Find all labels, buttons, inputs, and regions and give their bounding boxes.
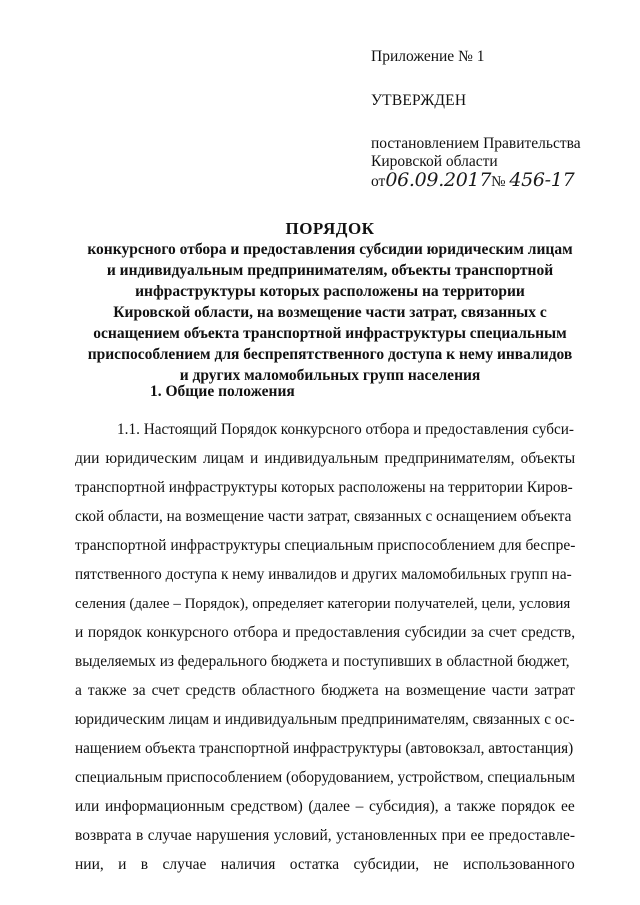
section-heading: 1. Общие положения — [150, 383, 295, 400]
title-line: оснащением объекта транспортной инфраструктуры специальным — [93, 325, 567, 342]
title-line: и индивидуальным предпринимателям, объекты транспортной — [106, 262, 554, 279]
body-line: специальным приспособлением (оборудованием, устройством, специальным — [75, 769, 575, 786]
number-sign: № — [491, 174, 506, 190]
body-line: транспортной инфраструктуры которых расположены на территории Киров- — [75, 479, 573, 496]
body-line: ской области, на возмещение части затрат, связанных с оснащением объекта — [75, 508, 572, 525]
handwritten-date: 06.09.2017 — [385, 169, 492, 191]
body-line: нии, и в случае наличия остатка субсидии, не использованного — [75, 856, 575, 873]
title-heading: ПОРЯДОК — [285, 219, 375, 238]
body-line: юридическим лицам и индивидуальным предпринимателям, связанных с ос- — [75, 711, 575, 728]
body-line: 1.1. Настоящий Порядок конкурсного отбора и предоставления субси- — [117, 421, 574, 438]
body-line: а также за счет средств областного бюджета на возмещение части затрат — [75, 682, 575, 699]
body-line: транспортной инфраструктуры специальным приспособлением для беспре- — [75, 537, 576, 554]
body-line: и порядок конкурсного отбора и предоставления субсидии за счет средств, — [75, 624, 576, 641]
title-line: приспособлением для беспрепятственного доступа к нему инвалидов — [87, 346, 573, 363]
date-prefix: от — [371, 173, 386, 190]
body-line: селения (далее – Порядок), определяет категории получателей, цели, условия — [75, 596, 571, 612]
title-line: Кировской области, на возмещение части затрат, связанных с — [113, 304, 547, 321]
body-line: выделяемых из федерального бюджета и поступивших в областной бюджет, — [75, 653, 570, 670]
body-line: возврата в случае нарушения условий, установленных при ее предоставле- — [75, 827, 576, 844]
decree-line-2: Кировской области — [371, 153, 498, 170]
title-line: инфраструктуры которых расположены на территории — [135, 283, 525, 300]
approved-label: УТВЕРЖДЕН — [371, 92, 467, 109]
body-line: пятственного доступа к нему инвалидов и других маломобильных групп на- — [75, 566, 572, 583]
handwritten-number: 456-17 — [509, 169, 575, 191]
title-line: конкурсного отбора и предоставления субсидии юридическим лицам — [87, 241, 573, 258]
title-line: и других маломобильных групп населения — [179, 367, 481, 384]
body-line: или информационным средством) (далее – субсидия), а также порядок ее — [75, 798, 575, 815]
body-line: нащением объекта транспортной инфраструктуры (автовокзал, автостанция) — [75, 740, 574, 757]
decree-line-1: постановлением Правительства — [371, 135, 581, 152]
appendix-label: Приложение № 1 — [371, 48, 485, 65]
body-line: дии юридическим лицам и индивидуальным предпринимателям, объекты — [75, 450, 576, 467]
